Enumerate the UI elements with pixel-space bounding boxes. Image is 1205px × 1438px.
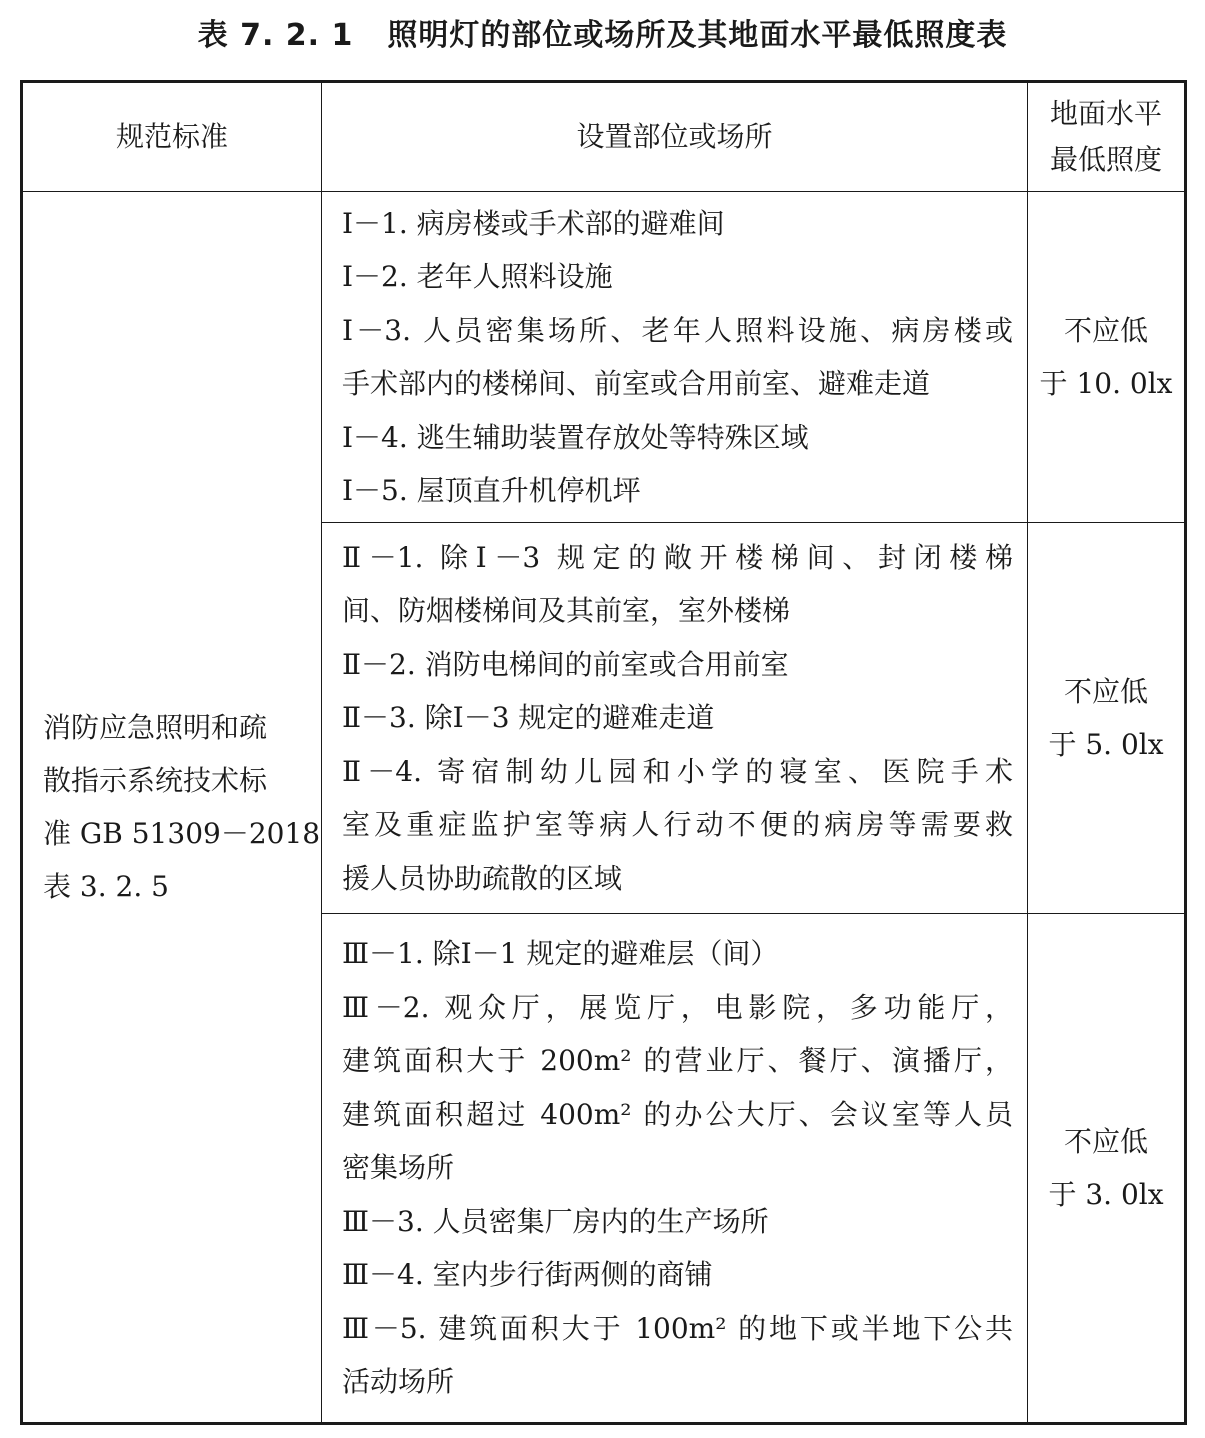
location-line: Ⅲ－3. 人员密集厂房内的生产场所 (342, 1204, 769, 1238)
header-standard: 规范标准 (22, 82, 322, 192)
location-cell-group-3 (322, 914, 1028, 1424)
location-line: Ⅰ－4. 逃生辅助装置存放处等特殊区域 (342, 420, 809, 454)
standard-cell (22, 192, 322, 1424)
location-line: 建筑面积大于 200m² 的营业厅、餐厅、演播厅， (342, 1044, 1013, 1078)
location-line: 援人员协助疏散的区域 (342, 861, 623, 895)
location-line: Ⅲ－5. 建筑面积大于 100m² 的地下或半地下公共 (342, 1311, 1013, 1345)
location-line: 间、防烟楼梯间及其前室，室外楼梯 (342, 594, 791, 628)
location-line: Ⅱ－4. 寄宿制幼儿园和小学的寝室、医院手术 (342, 754, 1013, 788)
location-line: Ⅰ－3. 人员密集场所、老年人照料设施、病房楼或 (342, 313, 1013, 347)
illuminance-cell-group-1: 不应低 于 10. 0lx (1028, 192, 1186, 523)
table-number: 表 7. 2. 1 (197, 18, 354, 53)
location-line: Ⅲ－1. 除Ⅰ－1 规定的避难层（间） (342, 937, 779, 971)
standard-line: 消防应急照明和疏 (43, 711, 268, 744)
location-line: Ⅰ－5. 屋顶直升机停机坪 (342, 474, 641, 507)
location-line: Ⅲ－2. 观众厅，展览厅，电影院，多功能厅， (342, 990, 1013, 1024)
standard-line: 准 GB 51309－2018 (43, 817, 321, 850)
illuminance-cell-group-3: 不应低 于 3. 0lx (1028, 914, 1186, 1424)
location-line: Ⅱ－2. 消防电梯间的前室或合用前室 (342, 647, 789, 681)
standard-line: 表 3. 2. 5 (43, 870, 169, 903)
table-row (22, 192, 1186, 523)
location-line: Ⅱ－3. 除Ⅰ－3 规定的避难走道 (342, 701, 715, 735)
illuminance-cell-group-2: 不应低 于 5. 0lx (1028, 523, 1186, 914)
location-line: 建筑面积超过 400m² 的办公大厅、会议室等人员 (342, 1097, 1013, 1131)
table-title: 照明灯的部位或场所及其地面水平最低照度表 (387, 18, 1008, 53)
location-line: 手术部内的楼梯间、前室或合用前室、避难走道 (342, 367, 931, 400)
location-line: 密集场所 (342, 1151, 455, 1185)
location-line: Ⅱ－1. 除Ⅰ－3 规定的敞开楼梯间、封闭楼梯 (342, 540, 1013, 574)
location-line: Ⅲ－4. 室内步行街两侧的商铺 (342, 1258, 713, 1292)
location-line: 活动场所 (342, 1365, 455, 1399)
illuminance-table (20, 80, 1187, 1425)
location-line: 室及重症监护室等病人行动不便的病房等需要救 (342, 808, 1013, 842)
table-caption (0, 14, 1205, 58)
header-illuminance: 地面水平 最低照度 (1028, 82, 1186, 192)
location-cell-group-2 (322, 523, 1028, 914)
table-header-row (22, 82, 1186, 192)
location-cell-group-1 (322, 192, 1028, 523)
location-line: Ⅰ－2. 老年人照料设施 (342, 260, 613, 293)
header-location: 设置部位或场所 (322, 82, 1028, 192)
location-line: Ⅰ－1. 病房楼或手术部的避难间 (342, 206, 725, 240)
standard-line: 散指示系统技术标 (43, 764, 268, 797)
